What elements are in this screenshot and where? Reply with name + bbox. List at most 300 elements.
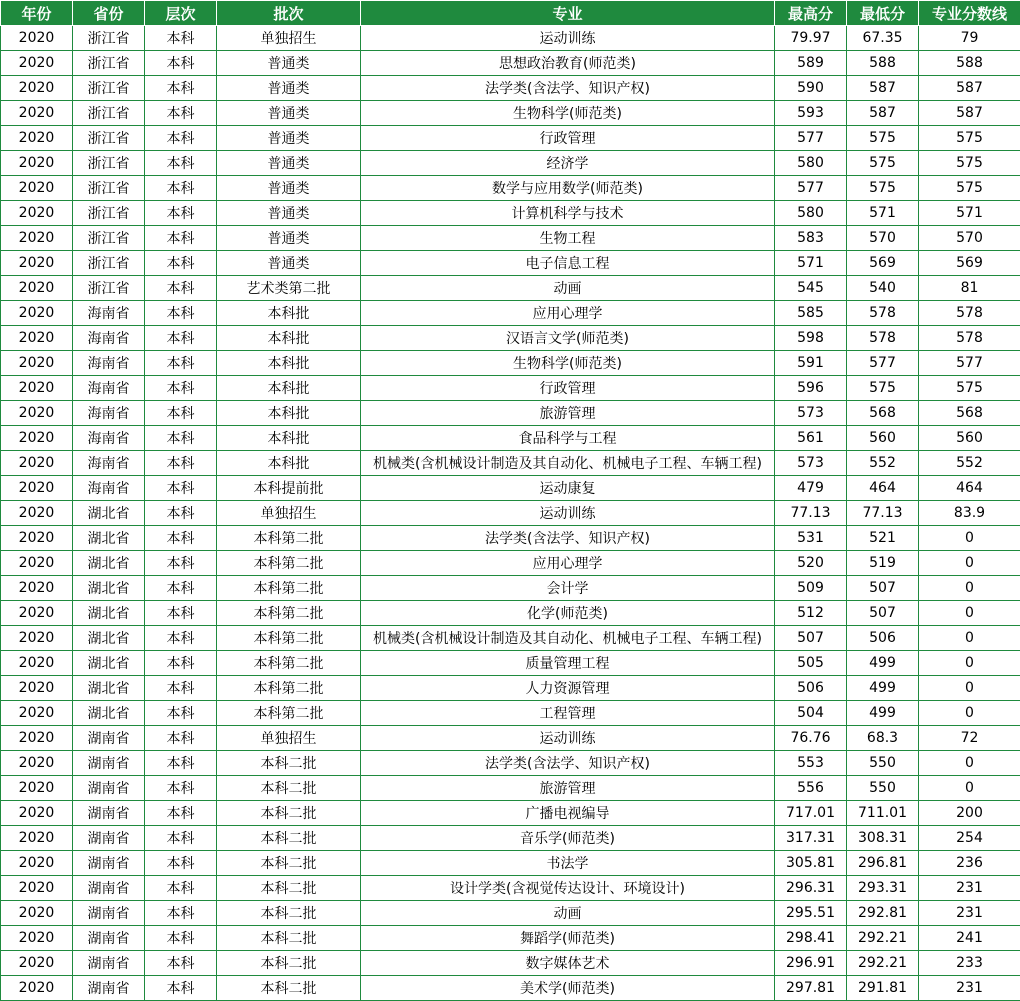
cell-year: 2020 [1,276,73,301]
cell-min-score: 575 [847,376,919,401]
cell-year: 2020 [1,651,73,676]
cell-level: 本科 [145,826,217,851]
cell-min-score: 519 [847,551,919,576]
cell-level: 本科 [145,726,217,751]
cell-year: 2020 [1,76,73,101]
cell-batch: 本科二批 [217,826,361,851]
cell-max-score: 545 [775,276,847,301]
cell-level: 本科 [145,626,217,651]
cell-province: 海南省 [73,351,145,376]
cell-min-score: 550 [847,751,919,776]
cell-province: 浙江省 [73,276,145,301]
cell-year: 2020 [1,376,73,401]
cell-cutoff: 568 [919,401,1020,426]
cell-max-score: 479 [775,476,847,501]
cell-province: 湖南省 [73,801,145,826]
cell-max-score: 591 [775,351,847,376]
cell-cutoff: 560 [919,426,1020,451]
cell-major: 行政管理 [361,126,775,151]
table-row [1,226,1020,251]
cell-max-score: 296.31 [775,876,847,901]
table-row [1,676,1020,701]
cell-year: 2020 [1,501,73,526]
cell-major: 机械类(含机械设计制造及其自动化、机械电子工程、车辆工程) [361,451,775,476]
cell-province: 海南省 [73,426,145,451]
cell-province: 湖南省 [73,776,145,801]
cell-cutoff: 464 [919,476,1020,501]
cell-level: 本科 [145,176,217,201]
cell-level: 本科 [145,76,217,101]
cell-max-score: 509 [775,576,847,601]
table-row [1,601,1020,626]
cell-province: 浙江省 [73,251,145,276]
cell-year: 2020 [1,326,73,351]
cell-cutoff: 231 [919,876,1020,901]
cell-batch: 普通类 [217,251,361,276]
cell-major: 人力资源管理 [361,676,775,701]
table-row [1,51,1020,76]
cell-min-score: 507 [847,576,919,601]
cell-province: 湖北省 [73,576,145,601]
cell-province: 海南省 [73,451,145,476]
cell-min-score: 588 [847,51,919,76]
cell-level: 本科 [145,551,217,576]
table-row [1,551,1020,576]
header-major: 专业 [361,1,775,26]
table-row [1,576,1020,601]
table-row [1,901,1020,926]
cell-cutoff: 200 [919,801,1020,826]
cell-year: 2020 [1,776,73,801]
table-row [1,526,1020,551]
table-row [1,426,1020,451]
cell-min-score: 293.31 [847,876,919,901]
cell-batch: 本科二批 [217,951,361,976]
cell-min-score: 499 [847,701,919,726]
cell-min-score: 711.01 [847,801,919,826]
cell-min-score: 578 [847,301,919,326]
cell-major: 工程管理 [361,701,775,726]
cell-batch: 本科批 [217,401,361,426]
cell-cutoff: 569 [919,251,1020,276]
cell-min-score: 499 [847,651,919,676]
cell-year: 2020 [1,876,73,901]
cell-province: 湖北省 [73,526,145,551]
cell-year: 2020 [1,801,73,826]
table-row [1,201,1020,226]
cell-cutoff: 254 [919,826,1020,851]
cell-max-score: 585 [775,301,847,326]
cell-min-score: 308.31 [847,826,919,851]
table-body [1,26,1020,1001]
cell-province: 湖北省 [73,651,145,676]
cell-major: 质量管理工程 [361,651,775,676]
cell-year: 2020 [1,626,73,651]
cell-province: 湖南省 [73,751,145,776]
cell-min-score: 578 [847,326,919,351]
cell-level: 本科 [145,451,217,476]
cell-year: 2020 [1,426,73,451]
cell-level: 本科 [145,226,217,251]
cell-level: 本科 [145,151,217,176]
cell-min-score: 540 [847,276,919,301]
table-row [1,476,1020,501]
cell-level: 本科 [145,776,217,801]
cell-level: 本科 [145,876,217,901]
cell-max-score: 596 [775,376,847,401]
cell-year: 2020 [1,551,73,576]
cell-level: 本科 [145,951,217,976]
cell-min-score: 577 [847,351,919,376]
table-row [1,926,1020,951]
cell-batch: 本科批 [217,376,361,401]
cell-max-score: 556 [775,776,847,801]
table-row [1,501,1020,526]
cell-max-score: 593 [775,101,847,126]
cell-year: 2020 [1,351,73,376]
cell-year: 2020 [1,676,73,701]
cell-major: 运动训练 [361,26,775,51]
cell-cutoff: 233 [919,951,1020,976]
cell-major: 动画 [361,901,775,926]
table-row [1,376,1020,401]
cell-year: 2020 [1,251,73,276]
cell-batch: 普通类 [217,126,361,151]
cell-year: 2020 [1,301,73,326]
cell-major: 舞蹈学(师范类) [361,926,775,951]
cell-level: 本科 [145,476,217,501]
cell-max-score: 520 [775,551,847,576]
cell-cutoff: 72 [919,726,1020,751]
cell-major: 美术学(师范类) [361,976,775,1001]
cell-province: 海南省 [73,476,145,501]
cell-major: 经济学 [361,151,775,176]
cell-major: 机械类(含机械设计制造及其自动化、机械电子工程、车辆工程) [361,626,775,651]
cell-max-score: 76.76 [775,726,847,751]
cell-year: 2020 [1,976,73,1001]
header-year: 年份 [1,1,73,26]
header-province: 省份 [73,1,145,26]
cell-min-score: 292.21 [847,926,919,951]
cell-cutoff: 231 [919,901,1020,926]
cell-major: 食品科学与工程 [361,426,775,451]
cell-level: 本科 [145,351,217,376]
cell-cutoff: 0 [919,576,1020,601]
cell-major: 法学类(含法学、知识产权) [361,526,775,551]
cell-level: 本科 [145,701,217,726]
cell-province: 湖南省 [73,826,145,851]
cell-province: 湖北省 [73,601,145,626]
cell-major: 法学类(含法学、知识产权) [361,751,775,776]
cell-cutoff: 241 [919,926,1020,951]
cell-year: 2020 [1,901,73,926]
cell-batch: 本科二批 [217,876,361,901]
cell-major: 法学类(含法学、知识产权) [361,76,775,101]
table-row [1,401,1020,426]
cell-major: 音乐学(师范类) [361,826,775,851]
cell-batch: 本科二批 [217,976,361,1001]
header-row [1,1,1020,26]
cell-province: 海南省 [73,301,145,326]
cell-level: 本科 [145,576,217,601]
cell-level: 本科 [145,401,217,426]
cell-batch: 本科第二批 [217,676,361,701]
cell-max-score: 580 [775,201,847,226]
cell-major: 设计学类(含视觉传达设计、环境设计) [361,876,775,901]
cell-level: 本科 [145,526,217,551]
cell-major: 电子信息工程 [361,251,775,276]
cell-province: 湖北省 [73,676,145,701]
cell-major: 书法学 [361,851,775,876]
cell-major: 运动训练 [361,501,775,526]
cell-province: 湖北省 [73,626,145,651]
table-row [1,726,1020,751]
cell-major: 应用心理学 [361,551,775,576]
cell-batch: 本科第二批 [217,526,361,551]
cell-batch: 本科批 [217,301,361,326]
cell-level: 本科 [145,126,217,151]
cell-year: 2020 [1,601,73,626]
cell-batch: 本科批 [217,451,361,476]
cell-major: 旅游管理 [361,776,775,801]
cell-province: 湖南省 [73,851,145,876]
cell-cutoff: 575 [919,151,1020,176]
cell-max-score: 580 [775,151,847,176]
cell-major: 生物工程 [361,226,775,251]
cell-batch: 本科二批 [217,851,361,876]
cell-major: 旅游管理 [361,401,775,426]
cell-min-score: 552 [847,451,919,476]
cell-min-score: 292.21 [847,951,919,976]
cell-major: 数学与应用数学(师范类) [361,176,775,201]
cell-major: 会计学 [361,576,775,601]
cell-level: 本科 [145,601,217,626]
cell-major: 思想政治教育(师范类) [361,51,775,76]
cell-min-score: 570 [847,226,919,251]
cell-level: 本科 [145,26,217,51]
cell-major: 化学(师范类) [361,601,775,626]
table-row [1,751,1020,776]
cell-min-score: 296.81 [847,851,919,876]
cell-min-score: 560 [847,426,919,451]
cell-year: 2020 [1,176,73,201]
cell-level: 本科 [145,501,217,526]
cell-major: 广播电视编导 [361,801,775,826]
cell-batch: 普通类 [217,51,361,76]
cell-cutoff: 0 [919,751,1020,776]
table-row [1,326,1020,351]
cell-max-score: 305.81 [775,851,847,876]
cell-year: 2020 [1,126,73,151]
cell-max-score: 573 [775,401,847,426]
cell-level: 本科 [145,801,217,826]
cell-year: 2020 [1,51,73,76]
cell-batch: 本科第二批 [217,651,361,676]
cell-level: 本科 [145,251,217,276]
cell-province: 湖南省 [73,726,145,751]
cell-major: 运动训练 [361,726,775,751]
cell-max-score: 531 [775,526,847,551]
cell-cutoff: 571 [919,201,1020,226]
cell-min-score: 67.35 [847,26,919,51]
cell-level: 本科 [145,376,217,401]
cell-min-score: 569 [847,251,919,276]
cell-year: 2020 [1,951,73,976]
cell-province: 湖北省 [73,551,145,576]
cell-batch: 单独招生 [217,726,361,751]
cell-province: 海南省 [73,376,145,401]
table-row [1,851,1020,876]
cell-province: 湖南省 [73,876,145,901]
cell-cutoff: 0 [919,651,1020,676]
cell-min-score: 575 [847,126,919,151]
cell-batch: 本科二批 [217,901,361,926]
table-row [1,876,1020,901]
cell-max-score: 298.41 [775,926,847,951]
cell-province: 浙江省 [73,126,145,151]
cell-cutoff: 0 [919,526,1020,551]
cell-province: 湖南省 [73,976,145,1001]
cell-batch: 本科第二批 [217,576,361,601]
cell-max-score: 504 [775,701,847,726]
cell-min-score: 568 [847,401,919,426]
cell-batch: 本科第二批 [217,551,361,576]
cell-max-score: 297.81 [775,976,847,1001]
cell-cutoff: 570 [919,226,1020,251]
cell-min-score: 464 [847,476,919,501]
table-row [1,976,1020,1001]
cell-year: 2020 [1,576,73,601]
cell-level: 本科 [145,101,217,126]
cell-cutoff: 0 [919,776,1020,801]
cell-province: 湖南省 [73,951,145,976]
cell-province: 浙江省 [73,26,145,51]
cell-min-score: 550 [847,776,919,801]
cell-province: 浙江省 [73,226,145,251]
cell-year: 2020 [1,751,73,776]
cell-major: 运动康复 [361,476,775,501]
cell-max-score: 583 [775,226,847,251]
cell-major: 动画 [361,276,775,301]
cell-province: 浙江省 [73,151,145,176]
cell-major: 行政管理 [361,376,775,401]
table-row [1,26,1020,51]
cell-min-score: 291.81 [847,976,919,1001]
cell-max-score: 561 [775,426,847,451]
table-row [1,251,1020,276]
cell-level: 本科 [145,51,217,76]
cell-min-score: 77.13 [847,501,919,526]
cell-max-score: 506 [775,676,847,701]
cell-year: 2020 [1,151,73,176]
cell-province: 浙江省 [73,201,145,226]
cell-province: 湖南省 [73,926,145,951]
cell-year: 2020 [1,851,73,876]
header-level: 层次 [145,1,217,26]
cell-year: 2020 [1,701,73,726]
cell-level: 本科 [145,201,217,226]
table-row [1,126,1020,151]
table-row [1,151,1020,176]
table-row [1,451,1020,476]
cell-max-score: 79.97 [775,26,847,51]
cell-batch: 本科第二批 [217,701,361,726]
cell-cutoff: 578 [919,301,1020,326]
table-row [1,776,1020,801]
cell-year: 2020 [1,201,73,226]
cell-major: 应用心理学 [361,301,775,326]
cell-level: 本科 [145,426,217,451]
cell-cutoff: 575 [919,376,1020,401]
cell-batch: 本科第二批 [217,601,361,626]
cell-batch: 本科批 [217,351,361,376]
table-row [1,301,1020,326]
cell-major: 汉语言文学(师范类) [361,326,775,351]
cell-min-score: 68.3 [847,726,919,751]
cell-province: 海南省 [73,326,145,351]
table-row [1,176,1020,201]
table-row [1,801,1020,826]
table-row [1,826,1020,851]
cell-level: 本科 [145,926,217,951]
cell-max-score: 590 [775,76,847,101]
cell-max-score: 505 [775,651,847,676]
cell-level: 本科 [145,676,217,701]
cell-max-score: 317.31 [775,826,847,851]
cell-cutoff: 236 [919,851,1020,876]
cell-cutoff: 0 [919,601,1020,626]
cell-batch: 本科二批 [217,751,361,776]
cell-major: 生物科学(师范类) [361,351,775,376]
cell-level: 本科 [145,901,217,926]
cell-province: 湖北省 [73,501,145,526]
cell-year: 2020 [1,526,73,551]
cell-max-score: 577 [775,176,847,201]
cell-cutoff: 577 [919,351,1020,376]
cell-cutoff: 0 [919,701,1020,726]
cell-batch: 普通类 [217,226,361,251]
table-row [1,701,1020,726]
cell-cutoff: 83.9 [919,501,1020,526]
cell-min-score: 499 [847,676,919,701]
cell-cutoff: 578 [919,326,1020,351]
cell-max-score: 553 [775,751,847,776]
header-cutoff: 专业分数线 [919,1,1020,26]
cell-min-score: 575 [847,176,919,201]
cell-min-score: 587 [847,101,919,126]
cell-province: 浙江省 [73,51,145,76]
cell-province: 湖南省 [73,901,145,926]
cell-cutoff: 79 [919,26,1020,51]
cell-year: 2020 [1,26,73,51]
cell-year: 2020 [1,726,73,751]
cell-cutoff: 587 [919,76,1020,101]
cell-batch: 单独招生 [217,501,361,526]
cell-batch: 本科二批 [217,801,361,826]
cell-province: 浙江省 [73,176,145,201]
cell-max-score: 77.13 [775,501,847,526]
cell-max-score: 296.91 [775,951,847,976]
cell-year: 2020 [1,226,73,251]
cell-level: 本科 [145,851,217,876]
cell-level: 本科 [145,651,217,676]
cell-cutoff: 0 [919,551,1020,576]
cell-max-score: 295.51 [775,901,847,926]
cell-max-score: 717.01 [775,801,847,826]
cell-min-score: 587 [847,76,919,101]
cell-province: 海南省 [73,401,145,426]
cell-max-score: 598 [775,326,847,351]
